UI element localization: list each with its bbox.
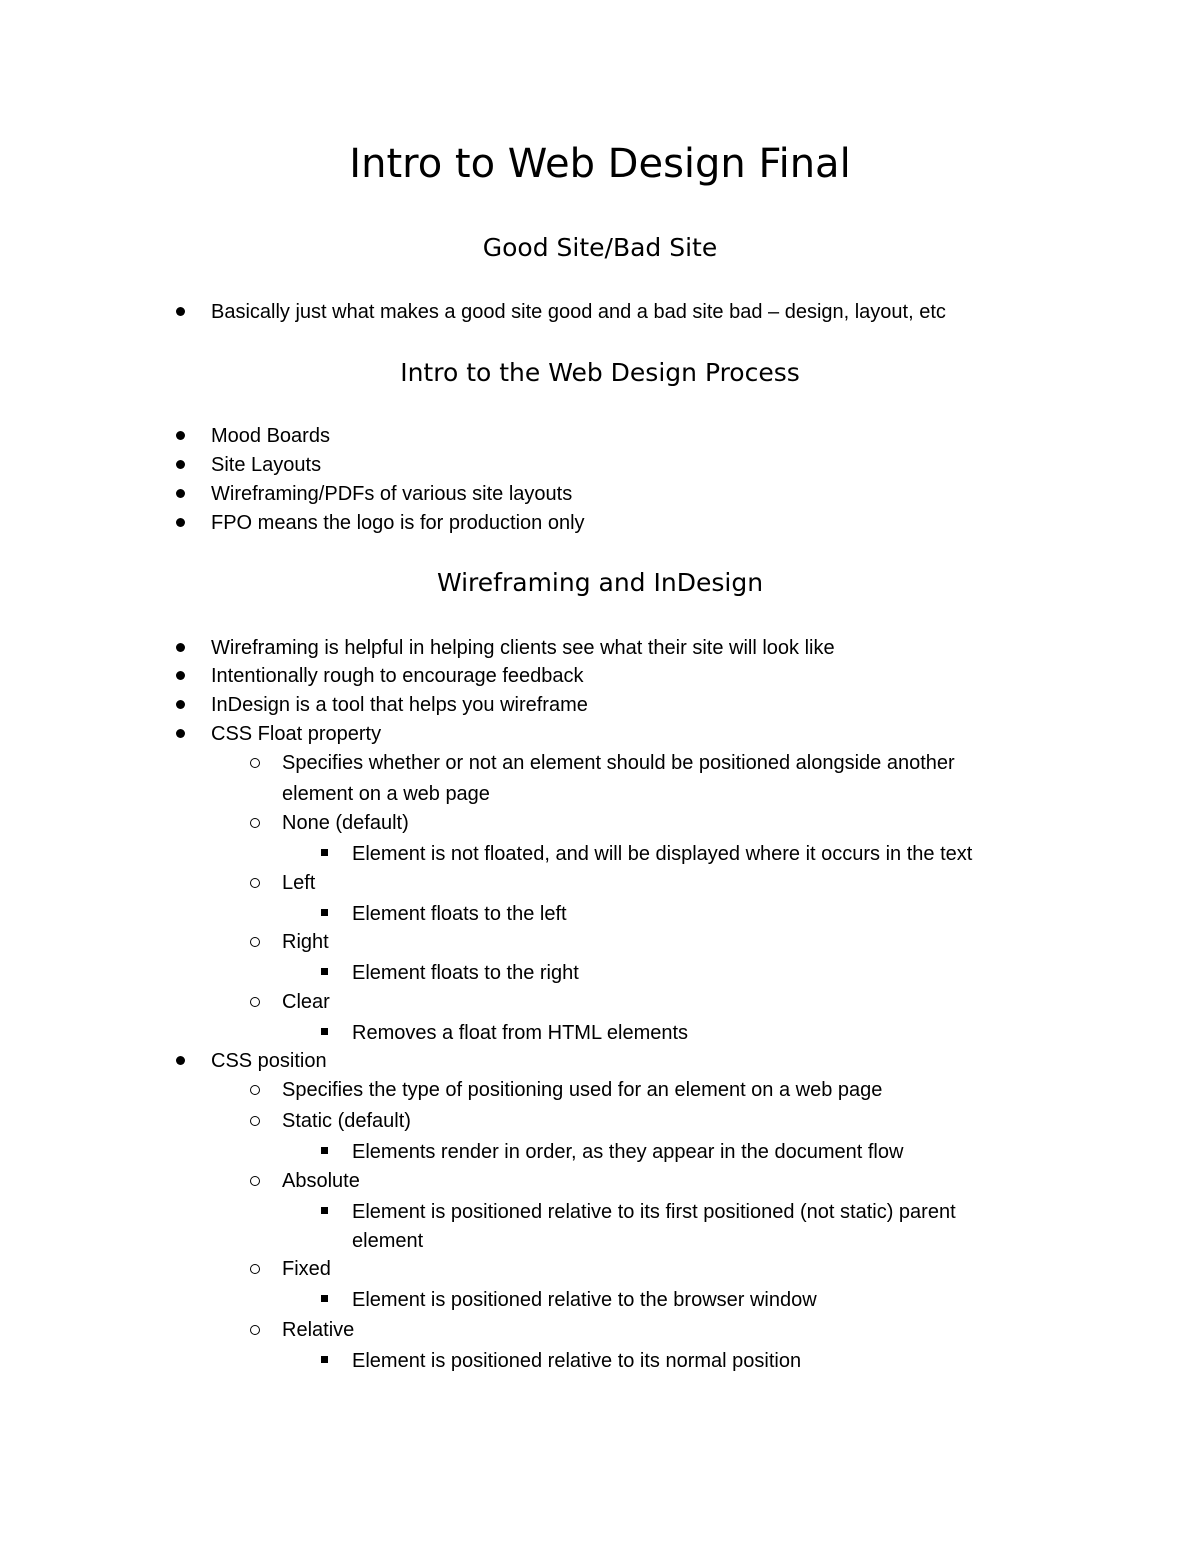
document-title: Intro to Web Design Final [349, 141, 851, 187]
sub-list-item: Static (default) [282, 1110, 411, 1132]
circle-bullet-icon [250, 818, 260, 828]
bullet-icon [176, 643, 185, 652]
circle-bullet-icon [250, 1176, 260, 1186]
square-bullet-icon [321, 849, 328, 856]
square-bullet-icon [321, 968, 328, 975]
detail-list-item: Element is positioned relative to its normal position [352, 1350, 802, 1372]
list-item: Site Layouts [211, 454, 322, 476]
square-bullet-icon [321, 1207, 328, 1214]
bullet-icon [176, 489, 185, 498]
bullet-icon [176, 518, 185, 527]
list-item: CSS position [211, 1050, 327, 1072]
section-heading-wireframing-indesign: Wireframing and InDesign [436, 568, 764, 597]
bullet-icon [176, 460, 185, 469]
detail-list-item: Element is not floated, and will be displayed where it occurs in the text [352, 843, 973, 865]
detail-list-item: Element floats to the right [352, 962, 579, 984]
list-item: FPO means the logo is for production only [211, 512, 585, 534]
bullet-icon [176, 729, 185, 738]
bullet-icon [176, 671, 185, 680]
bullet-icon [176, 431, 185, 440]
square-bullet-icon [321, 1295, 328, 1302]
list-item: InDesign is a tool that helps you wireframe [211, 694, 588, 716]
bullet-icon [176, 1056, 185, 1065]
circle-bullet-icon [250, 878, 260, 888]
detail-list-item: Element is positioned relative to the browser window [352, 1289, 817, 1311]
sub-list-item: Left [282, 872, 316, 894]
sub-list-item: Specifies the type of positioning used for an element on a web page [282, 1079, 883, 1101]
list-item: Intentionally rough to encourage feedback [211, 665, 584, 687]
bullet-icon [176, 307, 185, 316]
sub-list-item: Fixed [282, 1258, 331, 1280]
sub-list-item: Right [282, 931, 329, 953]
sub-list-item: Clear [282, 991, 330, 1013]
list-item: Wireframing/PDFs of various site layouts [211, 483, 573, 505]
sub-list-item: Absolute [282, 1170, 360, 1192]
bullet-icon [176, 700, 185, 709]
circle-bullet-icon [250, 1264, 260, 1274]
section-heading-good-site-bad-site: Good Site/Bad Site [482, 233, 718, 262]
detail-list-item: Removes a float from HTML elements [352, 1022, 689, 1044]
list-item: CSS Float property [211, 723, 382, 745]
circle-bullet-icon [250, 1325, 260, 1335]
square-bullet-icon [321, 1147, 328, 1154]
detail-list-item: Elements render in order, as they appear in the document flow [352, 1141, 904, 1163]
list-item: Basically just what makes a good site good and a bad site bad – design, layout, etc [211, 301, 946, 323]
circle-bullet-icon [250, 758, 260, 768]
list-item: Mood Boards [211, 425, 330, 447]
detail-list-item: Element floats to the left [352, 903, 567, 925]
square-bullet-icon [321, 1356, 328, 1363]
square-bullet-icon [321, 1028, 328, 1035]
list-item: Wireframing is helpful in helping clients see what their site will look like [211, 637, 835, 659]
sub-list-item: Relative [282, 1319, 355, 1341]
sub-list-item: None (default) [282, 812, 409, 834]
sub-list-item-continuation: element on a web page [282, 783, 490, 805]
sub-list-item: Specifies whether or not an element should be positioned alongside another [282, 752, 955, 774]
section-heading-web-design-process: Intro to the Web Design Process [400, 358, 800, 387]
circle-bullet-icon [250, 1116, 260, 1126]
detail-list-item: Element is positioned relative to its first positioned (not static) parent [352, 1201, 956, 1223]
circle-bullet-icon [250, 937, 260, 947]
circle-bullet-icon [250, 997, 260, 1007]
detail-list-item-continuation: element [352, 1230, 424, 1252]
circle-bullet-icon [250, 1085, 260, 1095]
square-bullet-icon [321, 909, 328, 916]
